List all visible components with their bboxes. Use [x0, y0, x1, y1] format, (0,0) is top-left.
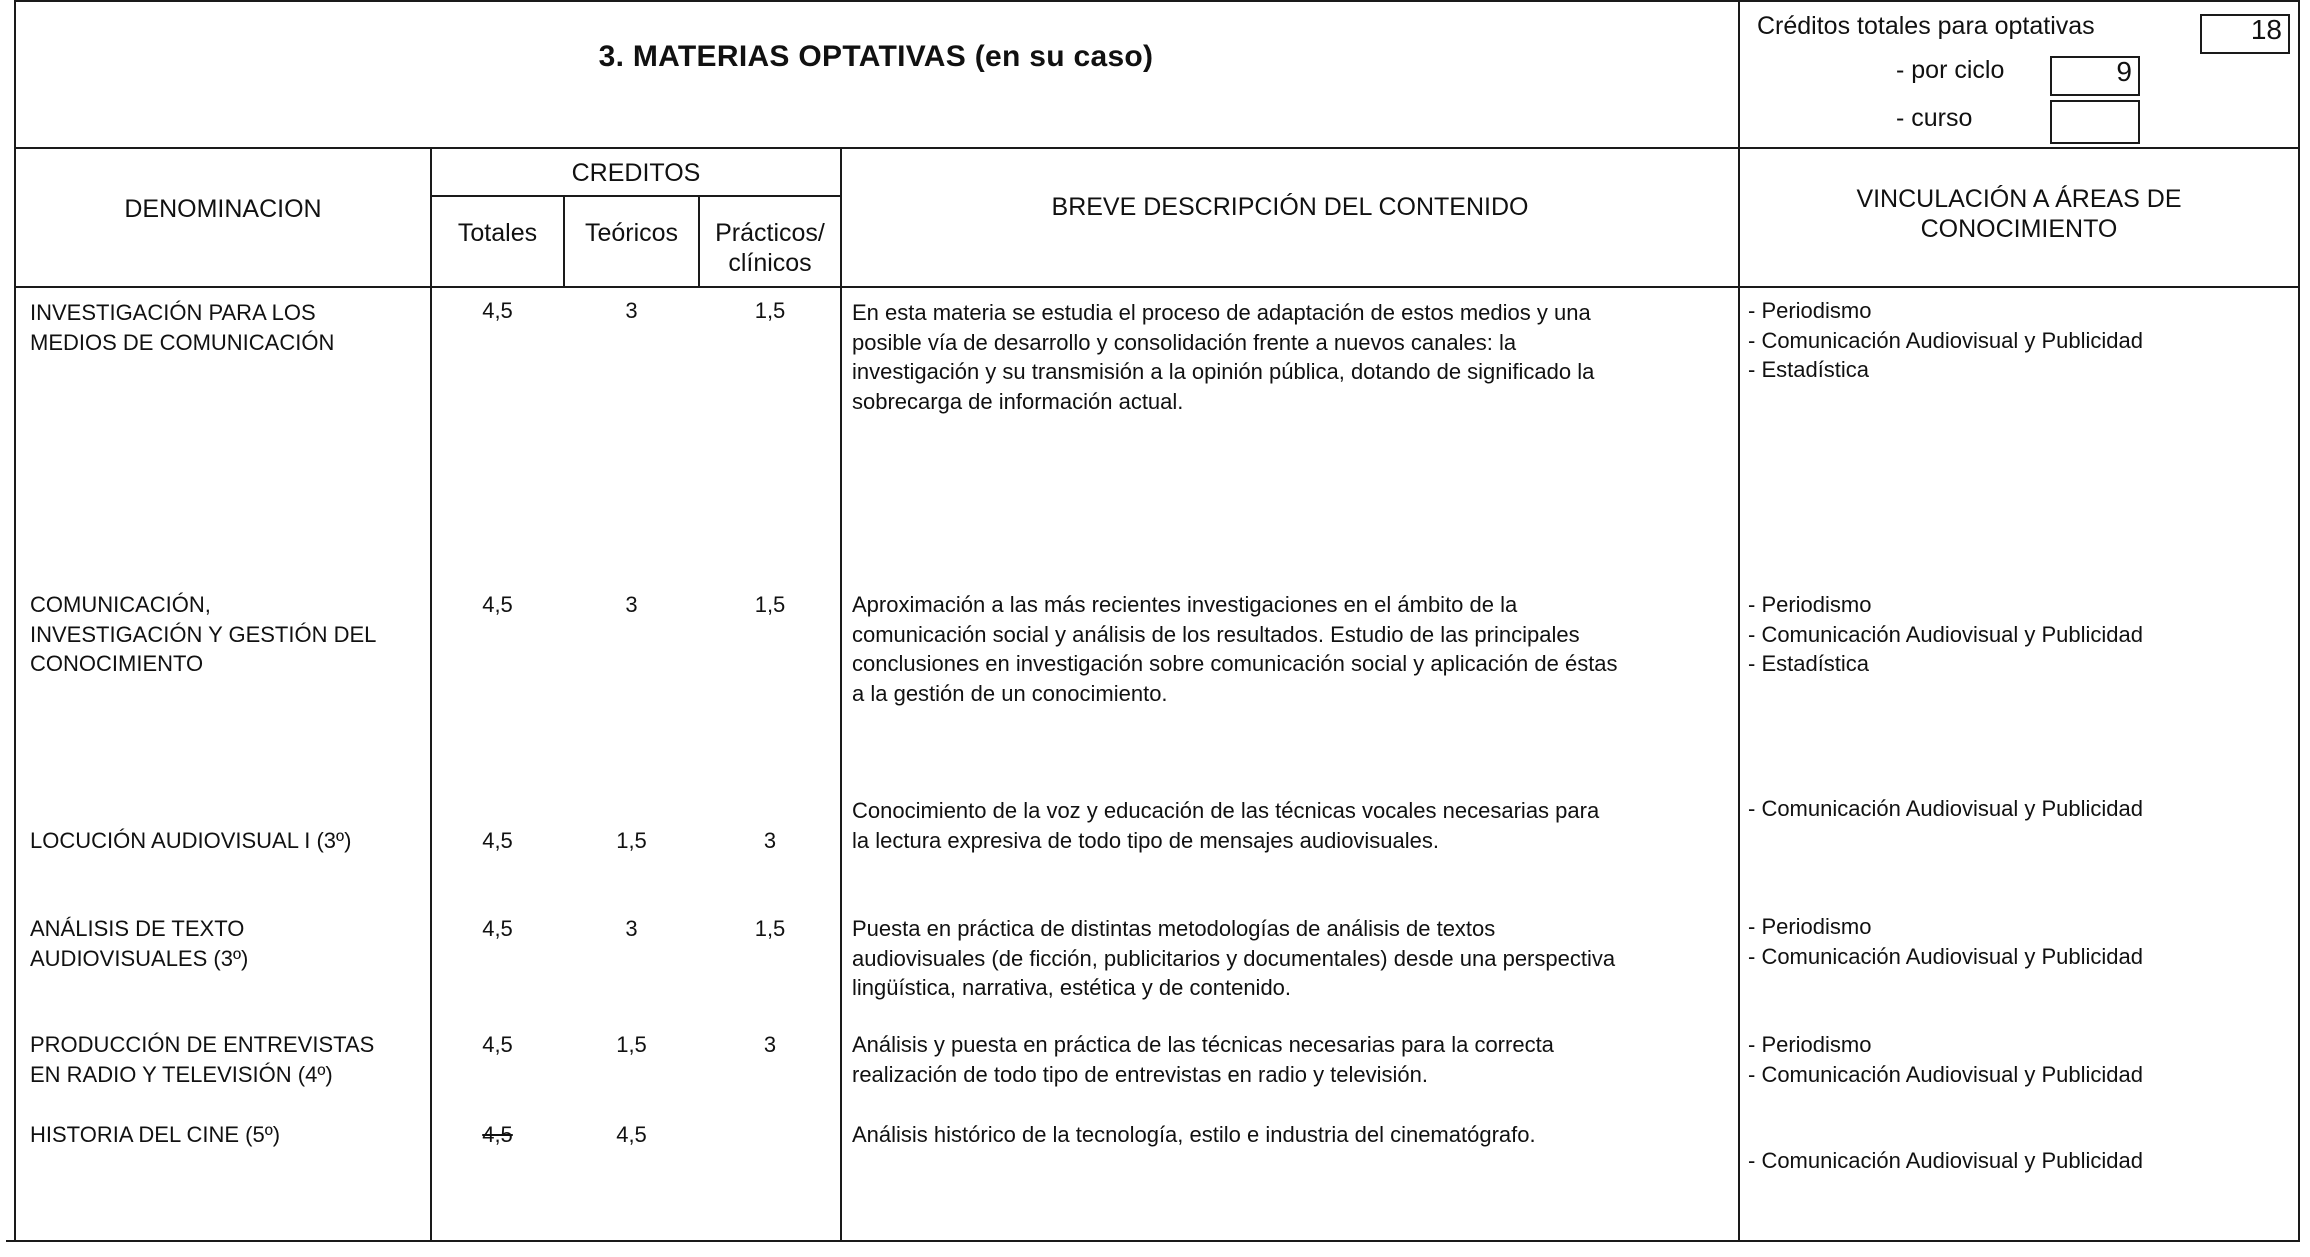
row1-area-1: - Periodismo [1748, 298, 1872, 323]
row5-descripcion [852, 1030, 1732, 1089]
row6-denominacion [30, 1120, 426, 1150]
row1-name-line1: INVESTIGACIÓN PARA LOS [30, 300, 316, 325]
row1-denominacion [30, 298, 426, 357]
row4-desc-line3: lingüística, narrativa, estética y de contenido. [852, 975, 1292, 1000]
row1-desc-line1: En esta materia se estudia el proceso de adaptación de estos medios y una [852, 300, 1591, 325]
row1-areas [1748, 296, 2294, 385]
row4-desc-line1: Puesta en práctica de distintas metodologías de análisis de textos [852, 916, 1496, 941]
row1-area-2: - Comunicación Audiovisual y Publicidad [1748, 327, 2143, 353]
row2-name-line1: COMUNICACIÓN, [30, 592, 211, 617]
row6-totales: 4,5 [482, 1122, 513, 1147]
row2-descripcion [852, 590, 1732, 708]
header-practicos [700, 218, 840, 278]
row6-areas [1748, 1146, 2294, 1176]
row1-desc-line2: posible vía de desarrollo y consolidación frente a nuevos canales: la [852, 329, 1517, 355]
row2-desc-line3: conclusiones en investigación sobre comunicación social y aplicación de éstas [852, 651, 1618, 676]
row5-denominacion [30, 1030, 430, 1089]
row5-desc-line1: Análisis y puesta en práctica de las técnicas necesarias para la correcta [852, 1032, 1554, 1057]
row1-area-3: - Estadística [1748, 357, 1870, 382]
row1-totales: 4,5 [482, 298, 513, 323]
left-border [14, 0, 16, 1242]
row2-desc-line4: a la gestión de un conocimiento. [852, 680, 1168, 706]
row3-practicos: 3 [763, 828, 777, 853]
row3-descripcion [852, 796, 1732, 855]
row1-practicos: 1,5 [754, 298, 786, 323]
header-totales: Totales [457, 219, 538, 247]
header-vinculacion-line1: VINCULACIÓN A ÁREAS DE [1856, 185, 2182, 213]
row5-totales: 4,5 [482, 1032, 513, 1057]
row6-desc-line1: Análisis histórico de la tecnología, estilo e industria del cinematógrafo. [852, 1122, 1536, 1147]
por-ciclo-label: - por ciclo [1896, 56, 2005, 84]
table-bottom-border [6, 1240, 2300, 1242]
header-practicos-line1: Prácticos/ [715, 219, 825, 247]
totales-optativas-label: Créditos totales para optativas [1757, 12, 2095, 40]
row2-area-2: - Comunicación Audiovisual y Publicidad [1748, 621, 2143, 647]
header-vinculacion-line2: CONOCIMIENTO [1920, 215, 2118, 243]
row2-totales: 4,5 [482, 592, 513, 617]
row5-areas [1748, 1030, 2294, 1089]
row6-teoricos: 4,5 [616, 1122, 647, 1147]
header-vinculacion [1740, 184, 2298, 244]
row3-desc-line2: la lectura expresiva de todo tipo de mensajes audiovisuales. [852, 827, 1440, 853]
row2-area-3: - Estadística [1748, 651, 1870, 676]
row2-desc-line2: comunicación social y análisis de los resultados. Estudio de las principales [852, 621, 1580, 647]
header-denominacion: DENOMINACION [124, 195, 322, 223]
totales-optativas-value: 18 [2250, 14, 2282, 45]
row4-name-line1: ANÁLISIS DE TEXTO [30, 916, 245, 941]
row6-name-line1: HISTORIA DEL CINE (5º) [30, 1122, 281, 1147]
row5-desc-line2: realización de todo tipo de entrevistas en radio y televisión. [852, 1061, 1429, 1087]
row3-areas [1748, 794, 2294, 824]
header-descripcion: BREVE DESCRIPCIÓN DEL CONTENIDO [1051, 193, 1529, 221]
row3-name-line1: LOCUCIÓN AUDIOVISUAL I (3º) [30, 828, 352, 853]
row1-desc-line4: sobrecarga de información actual. [852, 388, 1184, 414]
creditos-subheader-divider [432, 195, 842, 197]
row3-denominacion [30, 826, 426, 856]
row4-totales: 4,5 [482, 916, 513, 941]
row2-practicos: 1,5 [754, 592, 786, 617]
row2-areas [1748, 590, 2294, 679]
row4-descripcion [852, 914, 1732, 1003]
header-divider [14, 147, 2300, 149]
column-header-bottom [14, 286, 2300, 288]
row4-practicos: 1,5 [754, 916, 786, 941]
row4-area-1: - Periodismo [1748, 914, 1872, 939]
header-creditos: CREDITOS [571, 159, 701, 187]
row5-name-line1: PRODUCCIÓN DE ENTREVISTAS [30, 1032, 375, 1057]
row2-name-line2: INVESTIGACIÓN Y GESTIÓN DEL [30, 621, 377, 647]
row1-teoricos: 3 [625, 298, 638, 323]
table-top-border [14, 0, 2298, 2]
por-ciclo-box [2050, 56, 2140, 96]
row4-desc-line2: audiovisuales (de ficción, publicitarios y documentales) desde una perspectiva [852, 945, 1616, 971]
row2-name-line3: CONOCIMIENTO [30, 651, 204, 676]
row4-denominacion [30, 914, 426, 973]
totales-optativas-box [2200, 14, 2290, 54]
row4-areas [1748, 912, 2294, 971]
right-border [2298, 0, 2300, 1242]
row4-area-2: - Comunicación Audiovisual y Publicidad [1748, 943, 2143, 969]
row2-area-1: - Periodismo [1748, 592, 1872, 617]
row3-area-1: - Comunicación Audiovisual y Publicidad [1748, 796, 2143, 821]
row3-teoricos: 1,5 [616, 828, 647, 853]
row4-name-line2: AUDIOVISUALES (3º) [30, 945, 249, 971]
row3-desc-line1: Conocimiento de la voz y educación de las técnicas vocales necesarias para [852, 798, 1600, 823]
row1-descripcion [852, 298, 1732, 416]
curso-label: - curso [1896, 104, 1973, 132]
row1-name-line2: MEDIOS DE COMUNICACIÓN [30, 329, 335, 355]
row3-totales: 4,5 [482, 828, 513, 853]
header-teoricos: Teóricos [584, 219, 679, 247]
curso-box [2050, 100, 2140, 144]
row5-practicos: 3 [763, 1032, 777, 1057]
row5-name-line2: EN RADIO Y TELEVISIÓN (4º) [30, 1061, 333, 1087]
row2-teoricos: 3 [625, 592, 638, 617]
row5-area-1: - Periodismo [1748, 1032, 1872, 1057]
section-title: 3. MATERIAS OPTATIVAS (en su caso) [598, 40, 1154, 73]
row6-area-1: - Comunicación Audiovisual y Publicidad [1748, 1148, 2143, 1173]
col-sep-creditos [840, 148, 842, 1242]
row5-teoricos: 1,5 [616, 1032, 647, 1057]
row2-desc-line1: Aproximación a las más recientes investigaciones en el ámbito de la [852, 592, 1518, 617]
row5-area-2: - Comunicación Audiovisual y Publicidad [1748, 1061, 2143, 1087]
row2-denominacion [30, 590, 426, 679]
por-ciclo-value: 9 [2116, 56, 2132, 87]
row6-descripcion [852, 1120, 1732, 1150]
row4-teoricos: 3 [625, 916, 638, 941]
header-practicos-line2: clínicos [728, 249, 812, 277]
row1-desc-line3: investigación y su transmisión a la opinión pública, dotando de significado la [852, 359, 1595, 384]
